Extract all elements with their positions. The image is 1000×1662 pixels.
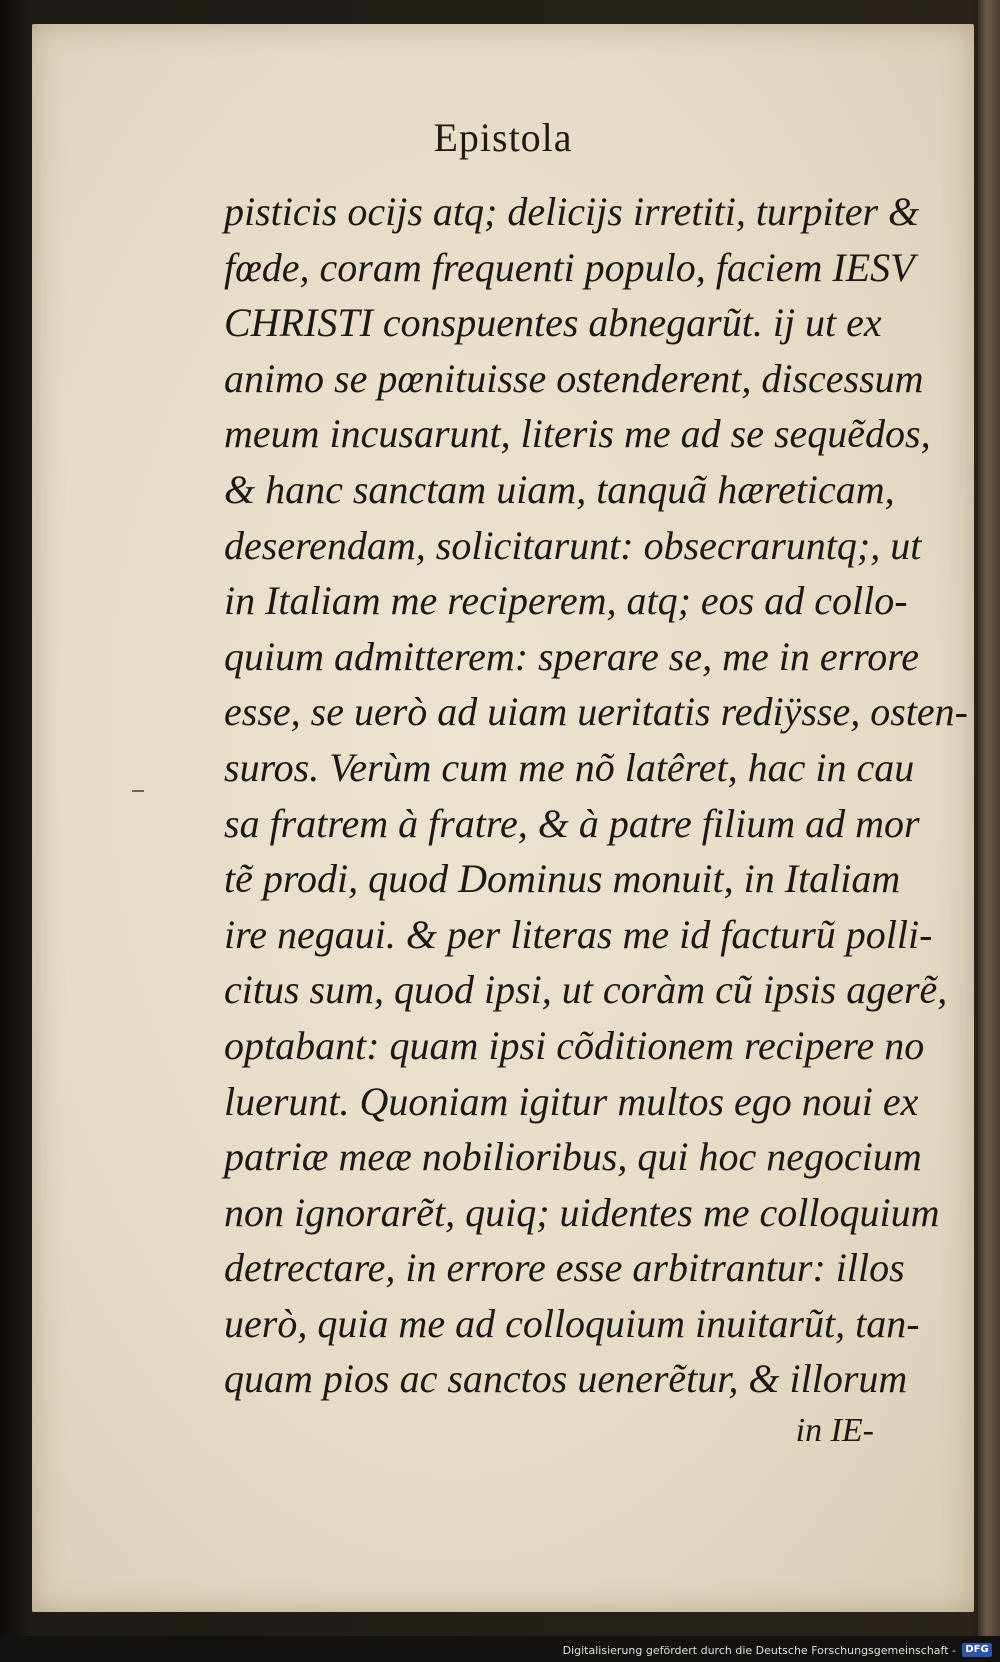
text-line: non ignorarẽt, quiq; uidentes me colloquium bbox=[224, 1189, 940, 1235]
text-line: detrectare, in errore esse arbitrantur: illos bbox=[224, 1245, 905, 1291]
text-line: tẽ prodi, quod Dominus monuit, in Italiam bbox=[224, 856, 901, 902]
book-page bbox=[32, 24, 974, 1612]
footer-bar bbox=[0, 1636, 1000, 1662]
margin-mark bbox=[132, 790, 144, 792]
text-line: animo se pœnituisse ostenderent, discessum bbox=[224, 355, 924, 401]
text-line: CHRISTI conspuentes abnegarũt. ij ut ex bbox=[224, 300, 882, 346]
text-line: quium admitterem: sperare se, me in errore bbox=[224, 633, 920, 679]
text-line: pisticis ocijs atq; delicijs irretiti, turpiter & bbox=[224, 189, 920, 234]
text-line: uerò, quia me ad colloquium inuitarũt, tan- bbox=[224, 1300, 920, 1346]
text-line: suros. Verùm cum me nõ latêret, hac in cau bbox=[224, 744, 915, 790]
running-head: Epistola bbox=[433, 115, 573, 160]
text-line: fœde, coram frequenti populo, faciem IESV bbox=[224, 244, 915, 290]
body-text bbox=[224, 184, 968, 1407]
funding-credit: Digitalisierung gefördert durch die Deutsche Forschungsgemeinschaft - bbox=[562, 1644, 956, 1657]
text-line: ire negaui. & per literas me id facturũ polli- bbox=[224, 911, 933, 957]
dfg-logo: DFG bbox=[962, 1643, 992, 1657]
text-line: sa fratrem à fratre, & à patre filium ad mor bbox=[224, 800, 920, 846]
text-line: in Italiam me reciperem, atq; eos ad collo- bbox=[224, 578, 908, 624]
text-line: meum incusarunt, literis me ad se sequẽdos, bbox=[224, 411, 931, 457]
catchword: in IE- bbox=[795, 1412, 874, 1449]
text-line: optabant: quam ipsi cõditionem recipere no bbox=[224, 1022, 925, 1068]
text-line: patriæ meæ nobilioribus, qui hoc negocium bbox=[224, 1134, 922, 1180]
text-line: luerunt. Quoniam igitur multos ego noui ex bbox=[224, 1078, 919, 1124]
text-line: esse, se uerò ad uiam ueritatis rediÿsse, osten- bbox=[224, 689, 968, 735]
text-line: deserendam, solicitarunt: obsecraruntq;, ut bbox=[224, 522, 922, 568]
text-line: citus sum, quod ipsi, ut coràm cũ ipsis agerẽ, bbox=[224, 967, 948, 1013]
text-line: quam pios ac sanctos uenerẽtur, & illorum bbox=[224, 1356, 908, 1402]
book-page-edge bbox=[978, 0, 1000, 1662]
text-line: & hanc sanctam uiam, tanquã hæreticam, bbox=[224, 466, 895, 512]
